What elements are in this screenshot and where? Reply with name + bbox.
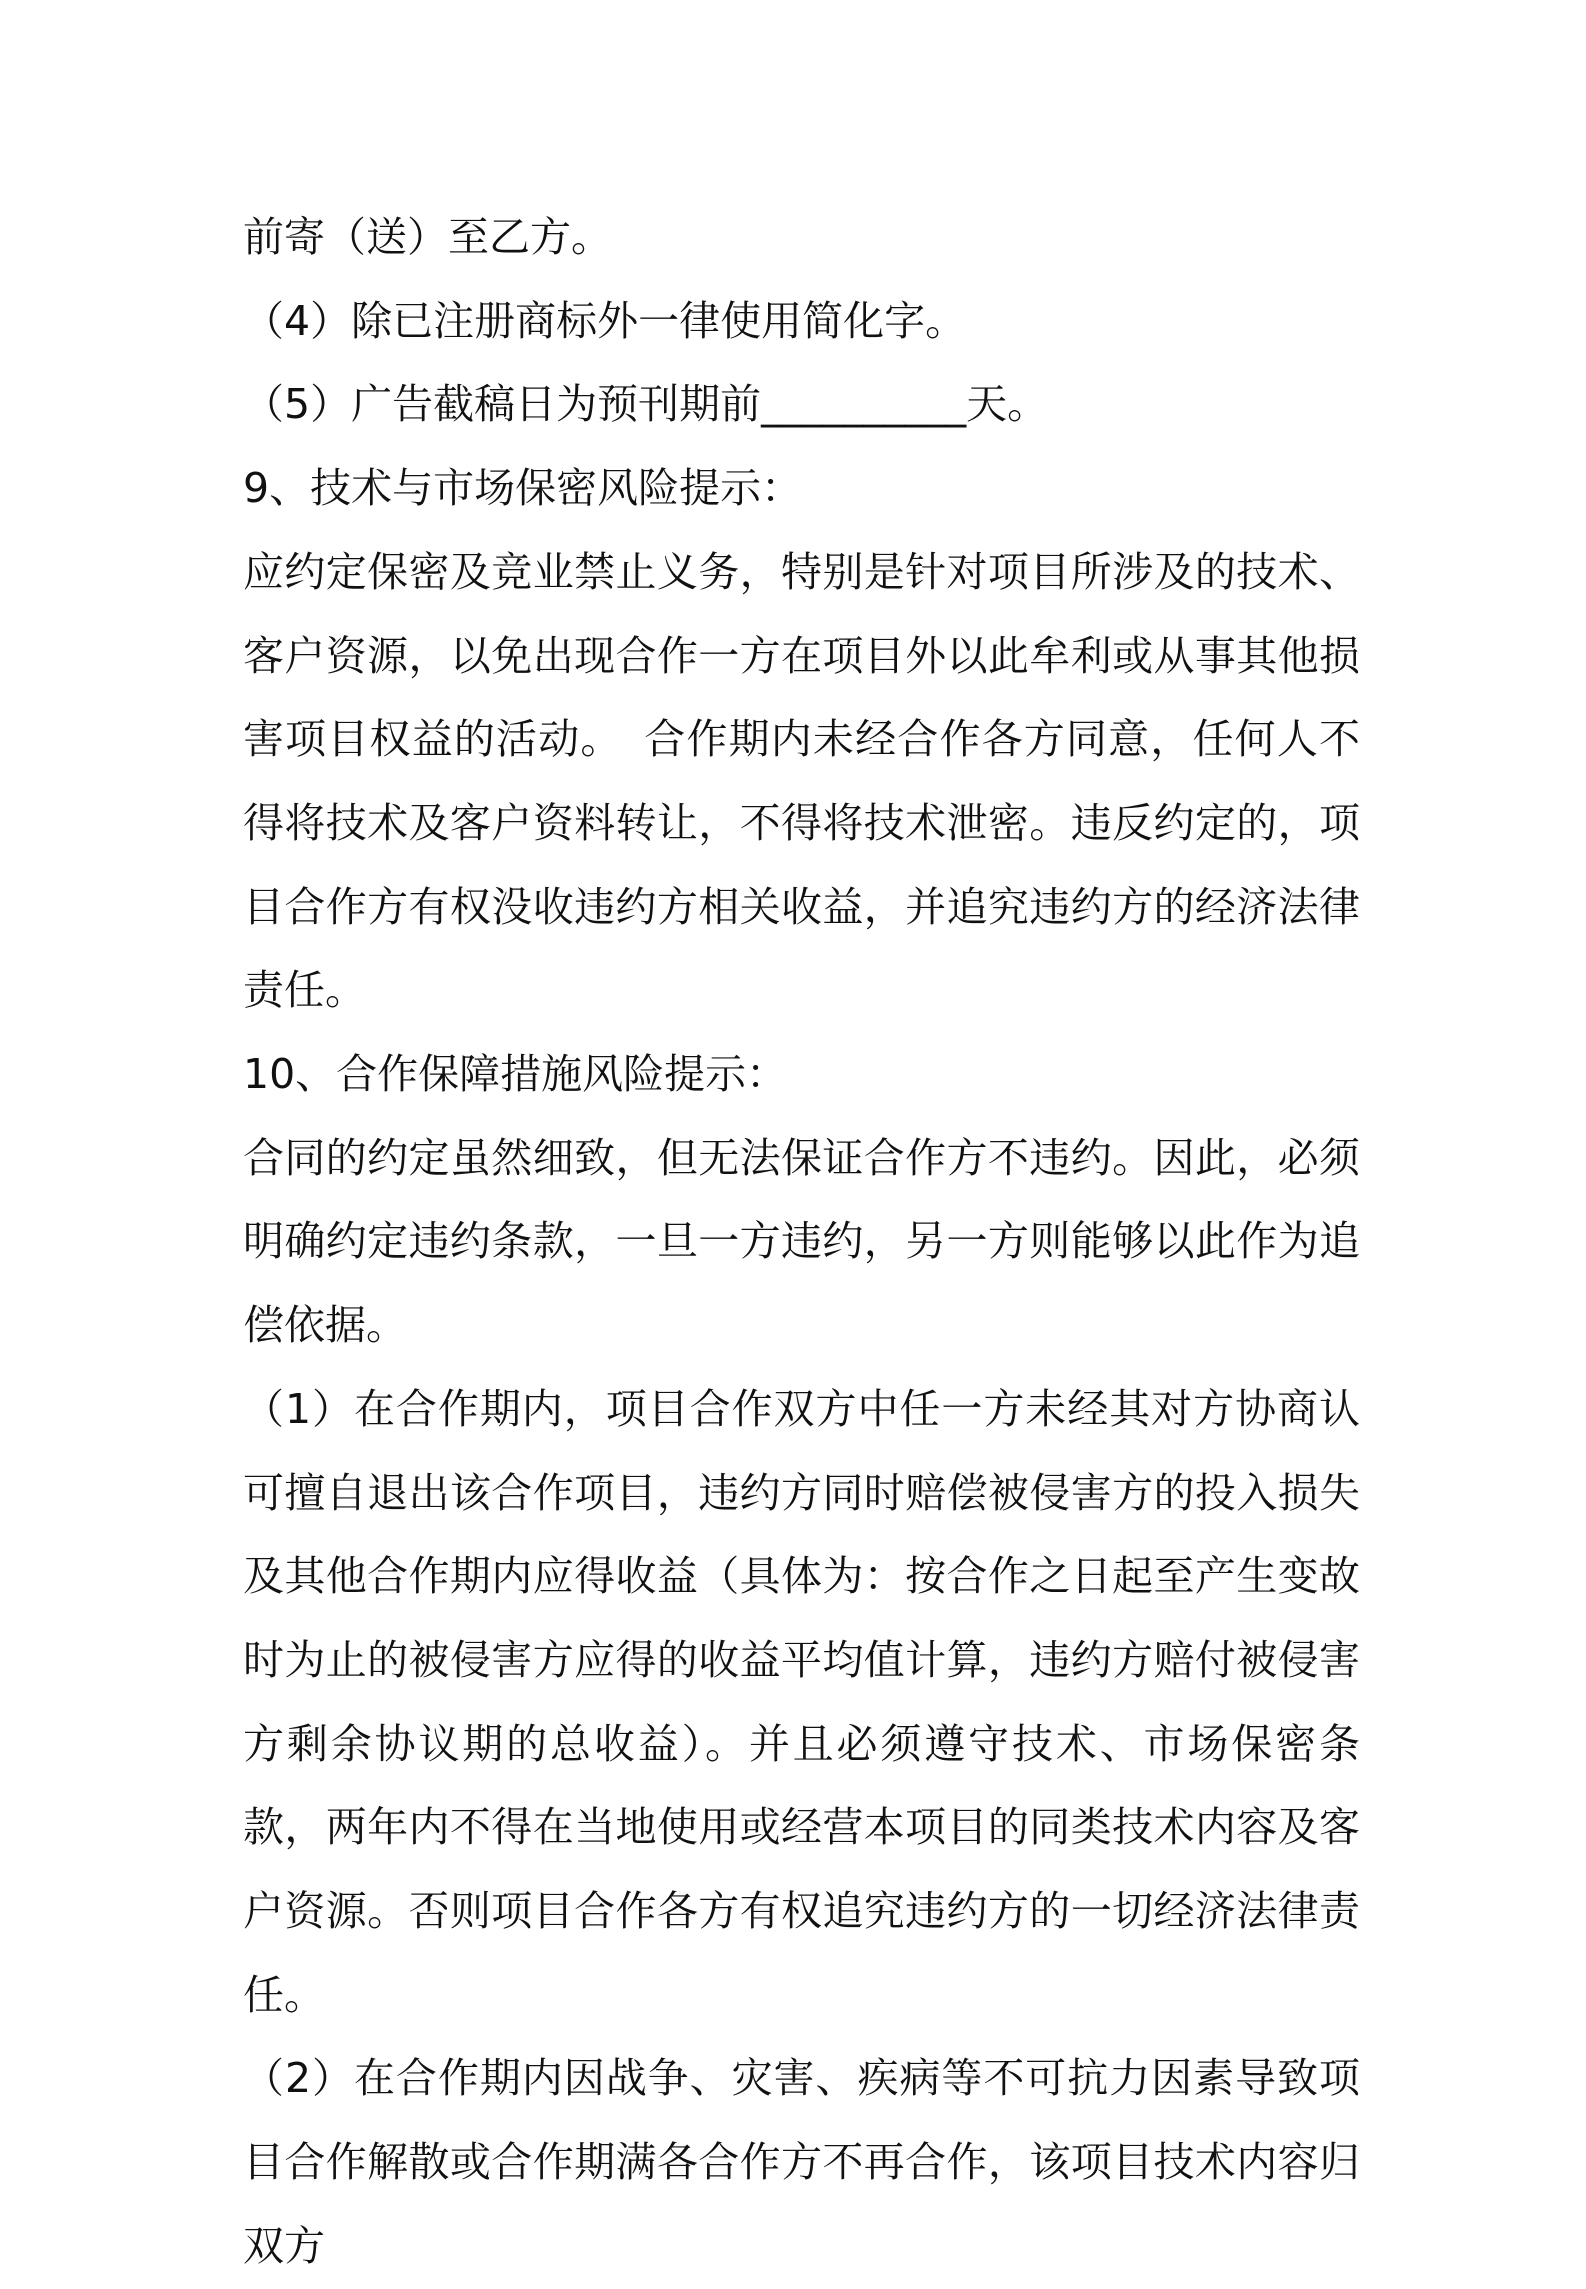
document-body	[243, 196, 1360, 2289]
paragraph-continuation: 前寄（送）至乙方。	[243, 213, 612, 261]
list-item-2: （2）在合作期内因战争、灾害、疾病等不可抗力因素导致项目合作解散或合作期满各合作方不再合作，该项目技术内容归双方	[243, 2054, 1360, 2270]
list-item-1: （1）在合作期内，项目合作双方中任一方未经其对方协商认可擅自退出该合作项目，违约方同时赔偿被侵害方的投入损失及其他合作期内应得收益（具体为：按合作之日起至产生变故时为止的被侵害方应得的收益平均值计算，违约方赔付被侵害方剩余协议期的总收益）。并且必须遵守技术、市场保密条款，两年内不得在当地使用或经营本项目的同类技术内容及客户资源。否则项目合作各方有权追究违约方的一切经济法律责任。	[243, 1384, 1360, 2019]
section-heading-10: 10、合作保障措施风险提示：	[243, 1050, 788, 1099]
paragraph-confidentiality: 应约定保密及竞业禁止义务，特别是针对项目所涉及的技术、客户资源，以免出现合作一方在项目外以此牟利或从事其他损害项目权益的活动。 合作期内未经合作各方同意，任何人不得将技术及客户资料转让，不得将技术泄密。违反约定的，项目合作方有权没收违约方相关收益，并追究违约方的经济法律责任。	[243, 547, 1360, 1015]
section-heading-9: 9、技术与市场保密风险提示：	[243, 464, 803, 513]
paragraph-breach-terms: 合同的约定虽然细致，但无法保证合作方不违约。因此，必须明确约定违约条款，一旦一方违约，另一方则能够以此作为追偿依据。	[243, 1133, 1360, 1350]
list-item-5: （5）广告截稿日为预刊期前__________天。	[243, 380, 1049, 429]
list-item-4: （4）除已注册商标外一律使用简化字。	[243, 296, 967, 345]
